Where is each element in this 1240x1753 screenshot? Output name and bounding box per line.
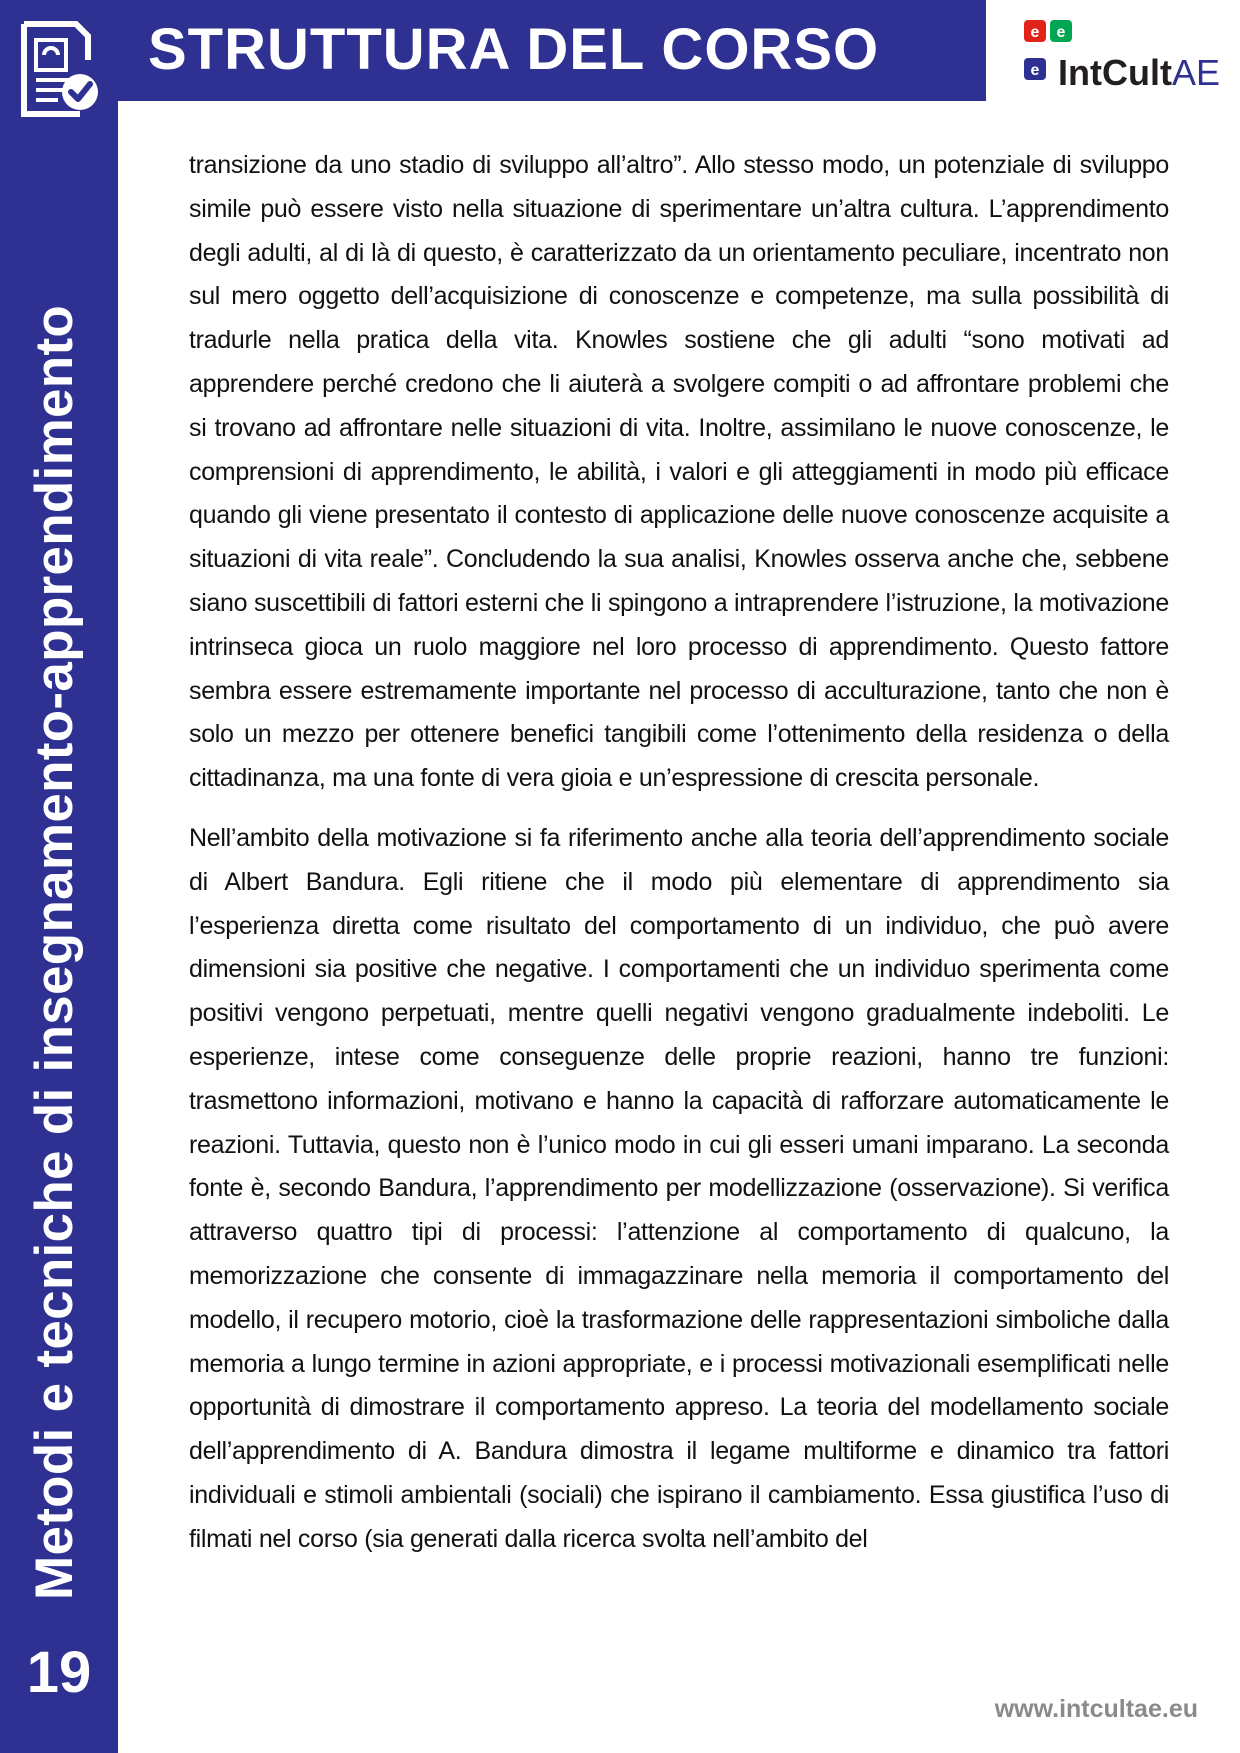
sidebar-title: Metodi e tecniche di insegnamento-apprendimento [25, 304, 84, 1600]
svg-text:e: e [1030, 62, 1040, 79]
logo-wordmark: IntCultAE [1058, 52, 1220, 93]
paragraph-2: Nell’ambito della motivazione si fa riferimento anche alla teoria dell’apprendimento sociale di Albert Bandura. Egli ritiene che il modo più elementare di apprendimento sia l’esperienza diretta come risultato del comportamento di un individuo, che può avere dimensioni sia positive che negative. I comportamenti che un individuo sperimenta come positivi vengono perpetuati, mentre quelli negativi vengono gradualmente indeboliti. Le esperienze, intese come conseguenze delle proprie reazioni, hanno tre funzioni: trasmettono informazioni, motivano e hanno la capacità di rafforzare automaticamente le reazioni. Tuttavia, questo non è l’unico modo in cui gli esseri umani imparano. La seconda fonte è, secondo Bandura, l’apprendimento per modellizzazione (osservazione). Si verifica attraverso quattro tipi di processi: l’attenzione al comportamento di qualcuno, la memorizzazione che consente di immagazzinare nella memoria il comportamento del modello, il recupero motorio, cioè la trasformazione delle rappresentazioni simboliche dalla memoria a lungo termine in azioni appropriate, e i processi motivazionali esemplificati nelle opportunità di dimostrare il comportamento appreso. La teoria del modellamento sociale dell’apprendimento di A. Bandura dimostra il legame multiforme e dinamico tra fattori individuali e stimoli ambientali (sociali) che ispirano il cambiamento. Essa giustifica l’uso di filmati nel corso (sia generati dalla ricerca svolta nell’ambito del [189, 823, 1169, 1553]
svg-text:e: e [1056, 24, 1066, 41]
header-band [118, 0, 986, 101]
page-number: 19 [26, 1640, 92, 1705]
paragraph-1: transizione da uno stadio di sviluppo all’altro”. Allo stesso modo, un potenziale di sviluppo simile può essere visto nella situazione di sperimentare un’altra cultura. L’apprendimento degli adulti, al di là di questo, è caratterizzato da un orientamento peculiare, incentrato non sul mero oggetto dell’acquisizione di conoscenze e competenze, ma sulla possibilità di tradurle nella pratica della vita. Knowles sostiene che gli adulti “sono motivati ad apprendere perché credono che li aiuterà a svolgere compiti o ad affrontare problemi che si trovano ad affrontare nelle situazioni di vita. Inoltre, assimilano le nuove conoscenze, le comprensioni di apprendimento, le abilità, i valori e gli atteggiamenti in modo più efficace quando gli viene presentato il contesto di applicazione delle nuove conoscenze acquisite a situazioni di vita reale”. Concludendo la sua analisi, Knowles osserva anche che, sebbene siano suscettibili di fattori esterni che li spingono a intraprendere l’istruzione, la motivazione intrinseca gioca un ruolo maggiore nel loro processo di apprendimento. Questo fattore sembra essere estremamente importante nel processo di acculturazione, tanto che non è solo un mezzo per ottenere benefici tangibili come l’ottenimento della residenza o della cittadinanza, ma una fonte di vera gioia e un’espressione di crescita personale. [189, 151, 1169, 793]
sidebar [0, 0, 118, 1753]
body-text [189, 144, 1169, 1562]
svg-text:e: e [1030, 24, 1040, 41]
intcultae-logo [1024, 16, 1224, 92]
footer-url[interactable]: www.intcultae.eu [994, 1695, 1198, 1723]
page-title: STRUTTURA DEL CORSO [148, 17, 880, 82]
document-check-icon [18, 20, 100, 118]
